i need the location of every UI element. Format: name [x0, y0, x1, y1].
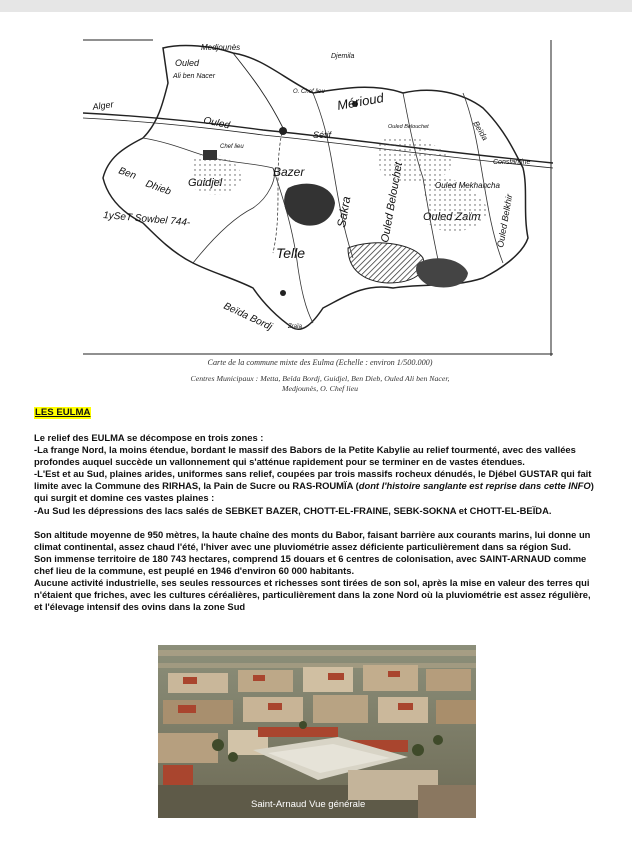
map-label-ouled-belouchet: Ouled Belouchet [379, 161, 406, 244]
map-caption-centres: Centres Municipaux : Metta, Beïda Bordj, Guidjel, Ben Dieb, Ouled Ali ben Nacer, [190, 374, 450, 383]
map-label-ben: Ben [116, 165, 138, 182]
viewer-top-bar [0, 0, 632, 12]
paragraph-altitude: Son altitude moyenne de 950 mètres, la haute chaîne des monts du Babor, faisant barrière aux courants marins, lui donne un climat continental, assez chaud l'été, l'hiver avec une pluviométrie assez déficiente particulièrement dans sa région Sud. [34, 528, 591, 552]
map-caption: Carte de la commune mixte des Eulma (Echelle : environ 1/500.000) [207, 358, 433, 367]
map-label-alger: Alger [91, 99, 115, 112]
map-label-bazer: Bazer [273, 165, 305, 179]
paragraph-east-south: -L'Est et au Sud, plaines arides, uniformes sans relief, coupées par trois massifs rocheux dénudés, le Djébel GUSTAR qui fait limite avec la Commune des RIRHAS, la Pain de Sucre ou RAS-ROUMÏA (dont l'histoire sanglante est reprise dans cette INFO) qui surgit et domine ces vastes plaines : [34, 468, 594, 504]
handwritten-note: 1ySeT Sowbel 744- [102, 210, 191, 229]
map-label-ouled-belkhir: Ouled Belkhir [495, 193, 515, 249]
map-label-ouled-ali: Ouled [175, 58, 200, 68]
map-label-ouled-belouchet-small: Ouled Belouchet [388, 124, 429, 130]
map-label-setif: Sétif [313, 130, 332, 140]
paragraph-north: -La frange Nord, la moins étendue, bordant le massif des Babors de la Petite Kabylie au relief tourmenté, avec des vallées profondes auquel succède un vallonnement qui s'atténue rapidement pour se terminer en de vastes étendues. [34, 444, 576, 468]
map-label-ouled-zaim: Ouled Zaïm [423, 211, 481, 223]
map-label-ali-ben-nacer: Ali ben Nacer [173, 73, 216, 80]
paragraph-activity: Aucune activité industrielle, ses seules ressources et richesses sont tirées de son sol, après la mise en valeur des terres qui n'étaient que friches, avec les cultures céréalières, particulièrement dans la zone Nord où la pluviométrie est assez régulière, et l'élevage intensif des ovins dans la zone Sud [34, 577, 591, 613]
map-label-merioud: Mérioud [335, 90, 385, 113]
map-label-zraia: Zraïa [288, 324, 303, 330]
aerial-photo [158, 645, 476, 818]
paragraph-intro: Le relief des EULMA se décompose en trois zones : [34, 432, 264, 443]
map-label-djemila: Djemila [331, 53, 355, 60]
map-label-beida: Beïda [471, 119, 490, 143]
map-caption-centres-2: Medjounès, O. Chef lieu [281, 384, 358, 393]
paragraph-south: -Au Sud les dépressions des lacs salés de SEBKET BAZER, CHOTT-EL-FRAINE, SEBK-SOKNA et CHOTT-EL-BEÏDA. [34, 504, 552, 516]
section-heading: LES EULMA [35, 407, 91, 418]
map-label-medjounes: Medjounès [201, 43, 241, 52]
map-label-guidjel: Guidjel [188, 177, 223, 189]
map-label-chef-lieu: O. Chef lieu [293, 89, 325, 95]
map-label-beida-bordj: Beïda Bordj [221, 300, 274, 333]
paragraph-territory: Son immense territoire de 180 743 hectares, comprend 15 douars et 6 centres de colonisation, avec SAINT-ARNAUD comme chef lieu de la commune, est peuplé en 1946 d'environ 60 000 habitants. [34, 552, 587, 576]
map-label-dhieb: Dhieb [143, 178, 173, 198]
map-label-telle: Telle [276, 245, 306, 261]
map-label-ouled-mekhancha: Ouled Mekhancha [435, 181, 500, 190]
map-label-sakra: Sakra [334, 195, 354, 229]
map-label-chef-lieu-2: Chef lieu [220, 144, 244, 150]
article-body [34, 432, 600, 613]
commune-map [83, 38, 553, 356]
map-label-constantine: Constantine [493, 159, 531, 166]
photo-caption: Saint-Arnaud Vue générale [251, 799, 366, 810]
map-label-ouled: Ouled [202, 115, 231, 132]
